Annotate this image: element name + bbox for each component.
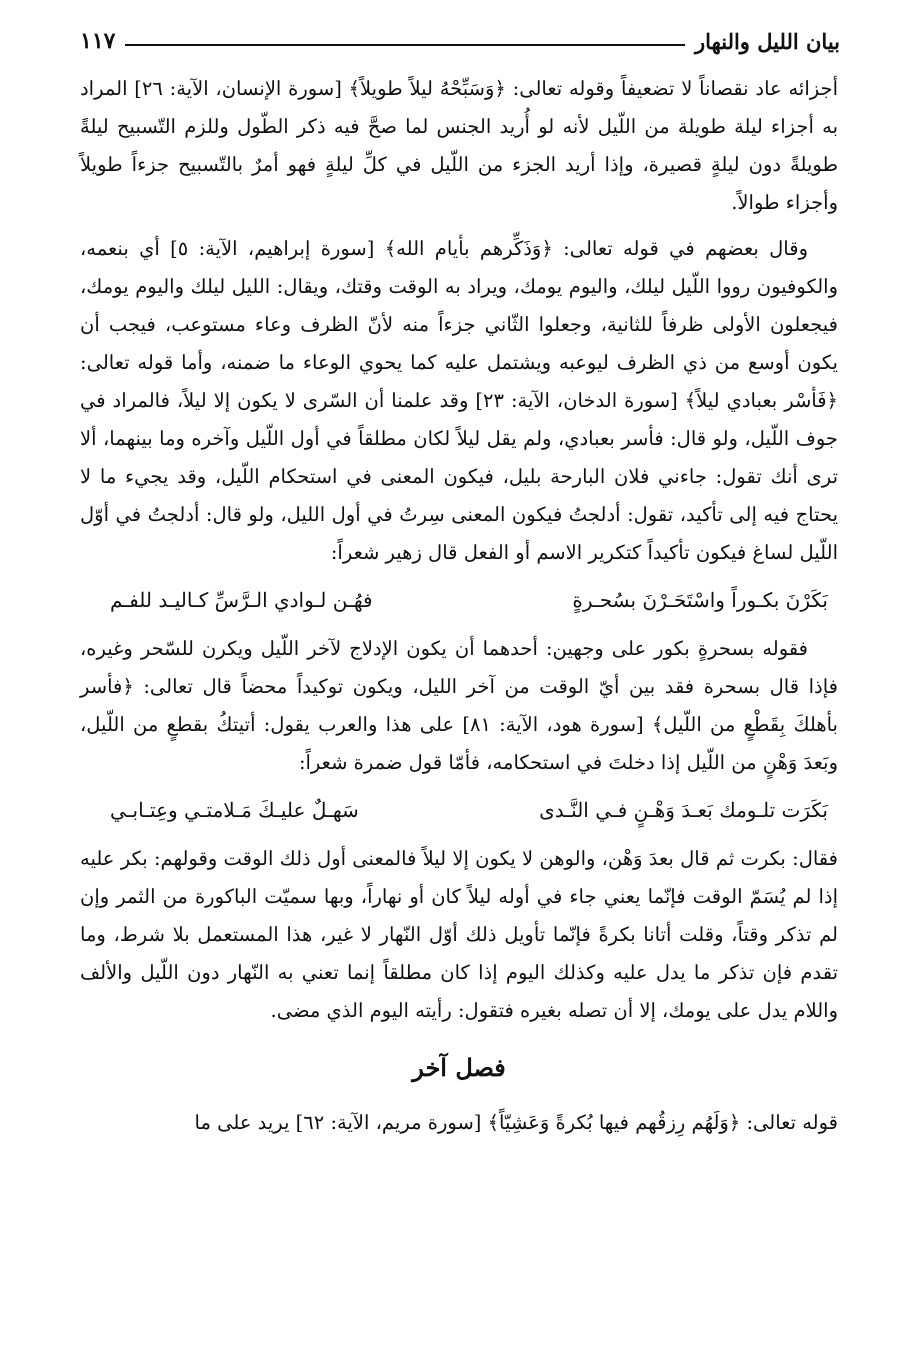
header-rule — [125, 44, 685, 46]
poem-verse — [80, 572, 838, 630]
paragraph: وقال بعضهم في قوله تعالى: ﴿وَذَكِّرهم بأيام الله﴾ [سورة إبراهيم، الآية: ٥] أي بنعمه، والكوفيون رووا اللّيل ليلك، واليوم يومك، ويراد به الوقت وقتك، ويقال: الليل ليلك واليوم يومك، فيجعلون الأولى ظرفاً للثانية، وجعلوا الثّاني جزءاً منه لأنّ الظرف وعاء مستوعب، فيجب أن يكون أوسع من ذي الظرف ليوعبه ويشتمل عليه كما يحوي الوعاء ما ضمنه، وأما قوله تعالى: ﴿فَأسْر بعبادي ليلاً﴾ [سورة الدخان، الآية: ٢٣] وقد علمنا أن السّرى لا يكون إلا ليلاً، فالمراد في جوف اللّيل، ولو قال: فأسر بعبادي، ولم يقل ليلاً لكان مطلقاً في أول اللّيل وآخره وما بينهما، ألا ترى أنك تقول: جاءني فلان البارحة بليل، فيكون المعنى في استحكام اللّيل، وقد يجيء ما لا يحتاج فيه إلى تأكيد، تقول: أدلجتُ فيكون المعنى سِرتُ في أول الليل، ولو قال: أدلجتُ في أوّل اللّيل لساغ فيكون تأكيداً كتكرير الاسم أو الفعل قال زهير شعراً: — [80, 237, 838, 564]
verse-second-hemistich: سَهـلٌ عليـكَ مَـلامتـي وعِتـابـي — [110, 798, 359, 822]
poem-verse — [80, 782, 838, 840]
page-header — [80, 24, 840, 58]
verse-first-hemistich: بَكَرْنَ بكـوراً واسْتَحَـرْنَ بسُحـرةٍ — [572, 588, 828, 612]
verse-first-hemistich: بَكَرَت تلـومك بَعـدَ وَهْـنٍ فـي النَّـدى — [539, 798, 828, 822]
section-title: فصل آخر — [412, 1053, 506, 1082]
verse-second-hemistich: فهُـن لـوادي الـرَّسِّ كـاليـد للفـم — [110, 588, 373, 612]
paragraph: قوله تعالى: ﴿وَلَهُم رِزقُهم فيها بُكرةً وَعَشِيّاً﴾ [سورة مريم، الآية: ٦٢] يريد على ما — [194, 1111, 838, 1134]
paragraph: فقوله بسحرةٍ بكور على وجهين: أحدهما أن يكون الإدلاج لآخر اللّيل ويكرن للسّحر وغيره، فإذا قال بسحرة فقد بين أيّ الوقت من آخر الليل، ويكون توكيداً محضاً قال تعالى: ﴿فأسر بأهلكَ بِقَطْعٍ من اللّيل﴾ [سورة هود، الآية: ٨١] على هذا والعرب يقول: أتيتكُ بقطعٍ من اللّيل، وبَعدَ وَهْنٍ من اللّيل إذا دخلتَ في استحكامه، فأمّا قول ضمرة شعراً: — [80, 637, 838, 774]
paragraph: أجزائه عاد نقصاناً لا تضعيفاً وقوله تعالى: ﴿وَسَبِّحْهُ ليلاً طويلاً﴾ [سورة الإنسان، الآية: ٢٦] المراد به أجزاء ليلة طويلة من اللّيل لأنه لو أُريد الجنس لما صحَّ فيه ذكر الطّول وللزم التّسبيح ليلةً طويلةً دون ليلةٍ قصيرة، وإذا أريد الجزء من اللّيل في كلِّ ليلةٍ فهو أمرٌ بالتّسبيح جزءاً طويلاً وأجزاء طوالاً. — [80, 77, 838, 214]
running-title: بيان الليل والنهار — [695, 28, 840, 54]
paragraph: فقال: بكرت ثم قال بعدَ وَهْن، والوهن لا يكون إلا ليلاً فالمعنى أول ذلك الوقت وقولهم: بكر عليه إذا لم يُسَمّ الوقت فإنّما يعني جاء في أوله ليلاً كان أو نهاراً، وبها سميّت الباكورة من الثمر وإن لم تذكر وقتاً، وقلت أتانا بكرةً فإنّما تأويل ذلك أوّل النّهار لا غير، هذا المستعمل بلا شرط، وما تقدم فإن تذكر ما يدل عليه وكذلك اليوم إذا كان مطلقاً إنما تعني به النّهار دون اللّيل والألف واللام يدل على يومك، إلا أن تصله بغيره فتقول: رأيته اليوم الذي مضى. — [80, 847, 838, 1022]
page-body — [80, 70, 838, 1142]
page-number: ١١٧ — [80, 28, 116, 54]
